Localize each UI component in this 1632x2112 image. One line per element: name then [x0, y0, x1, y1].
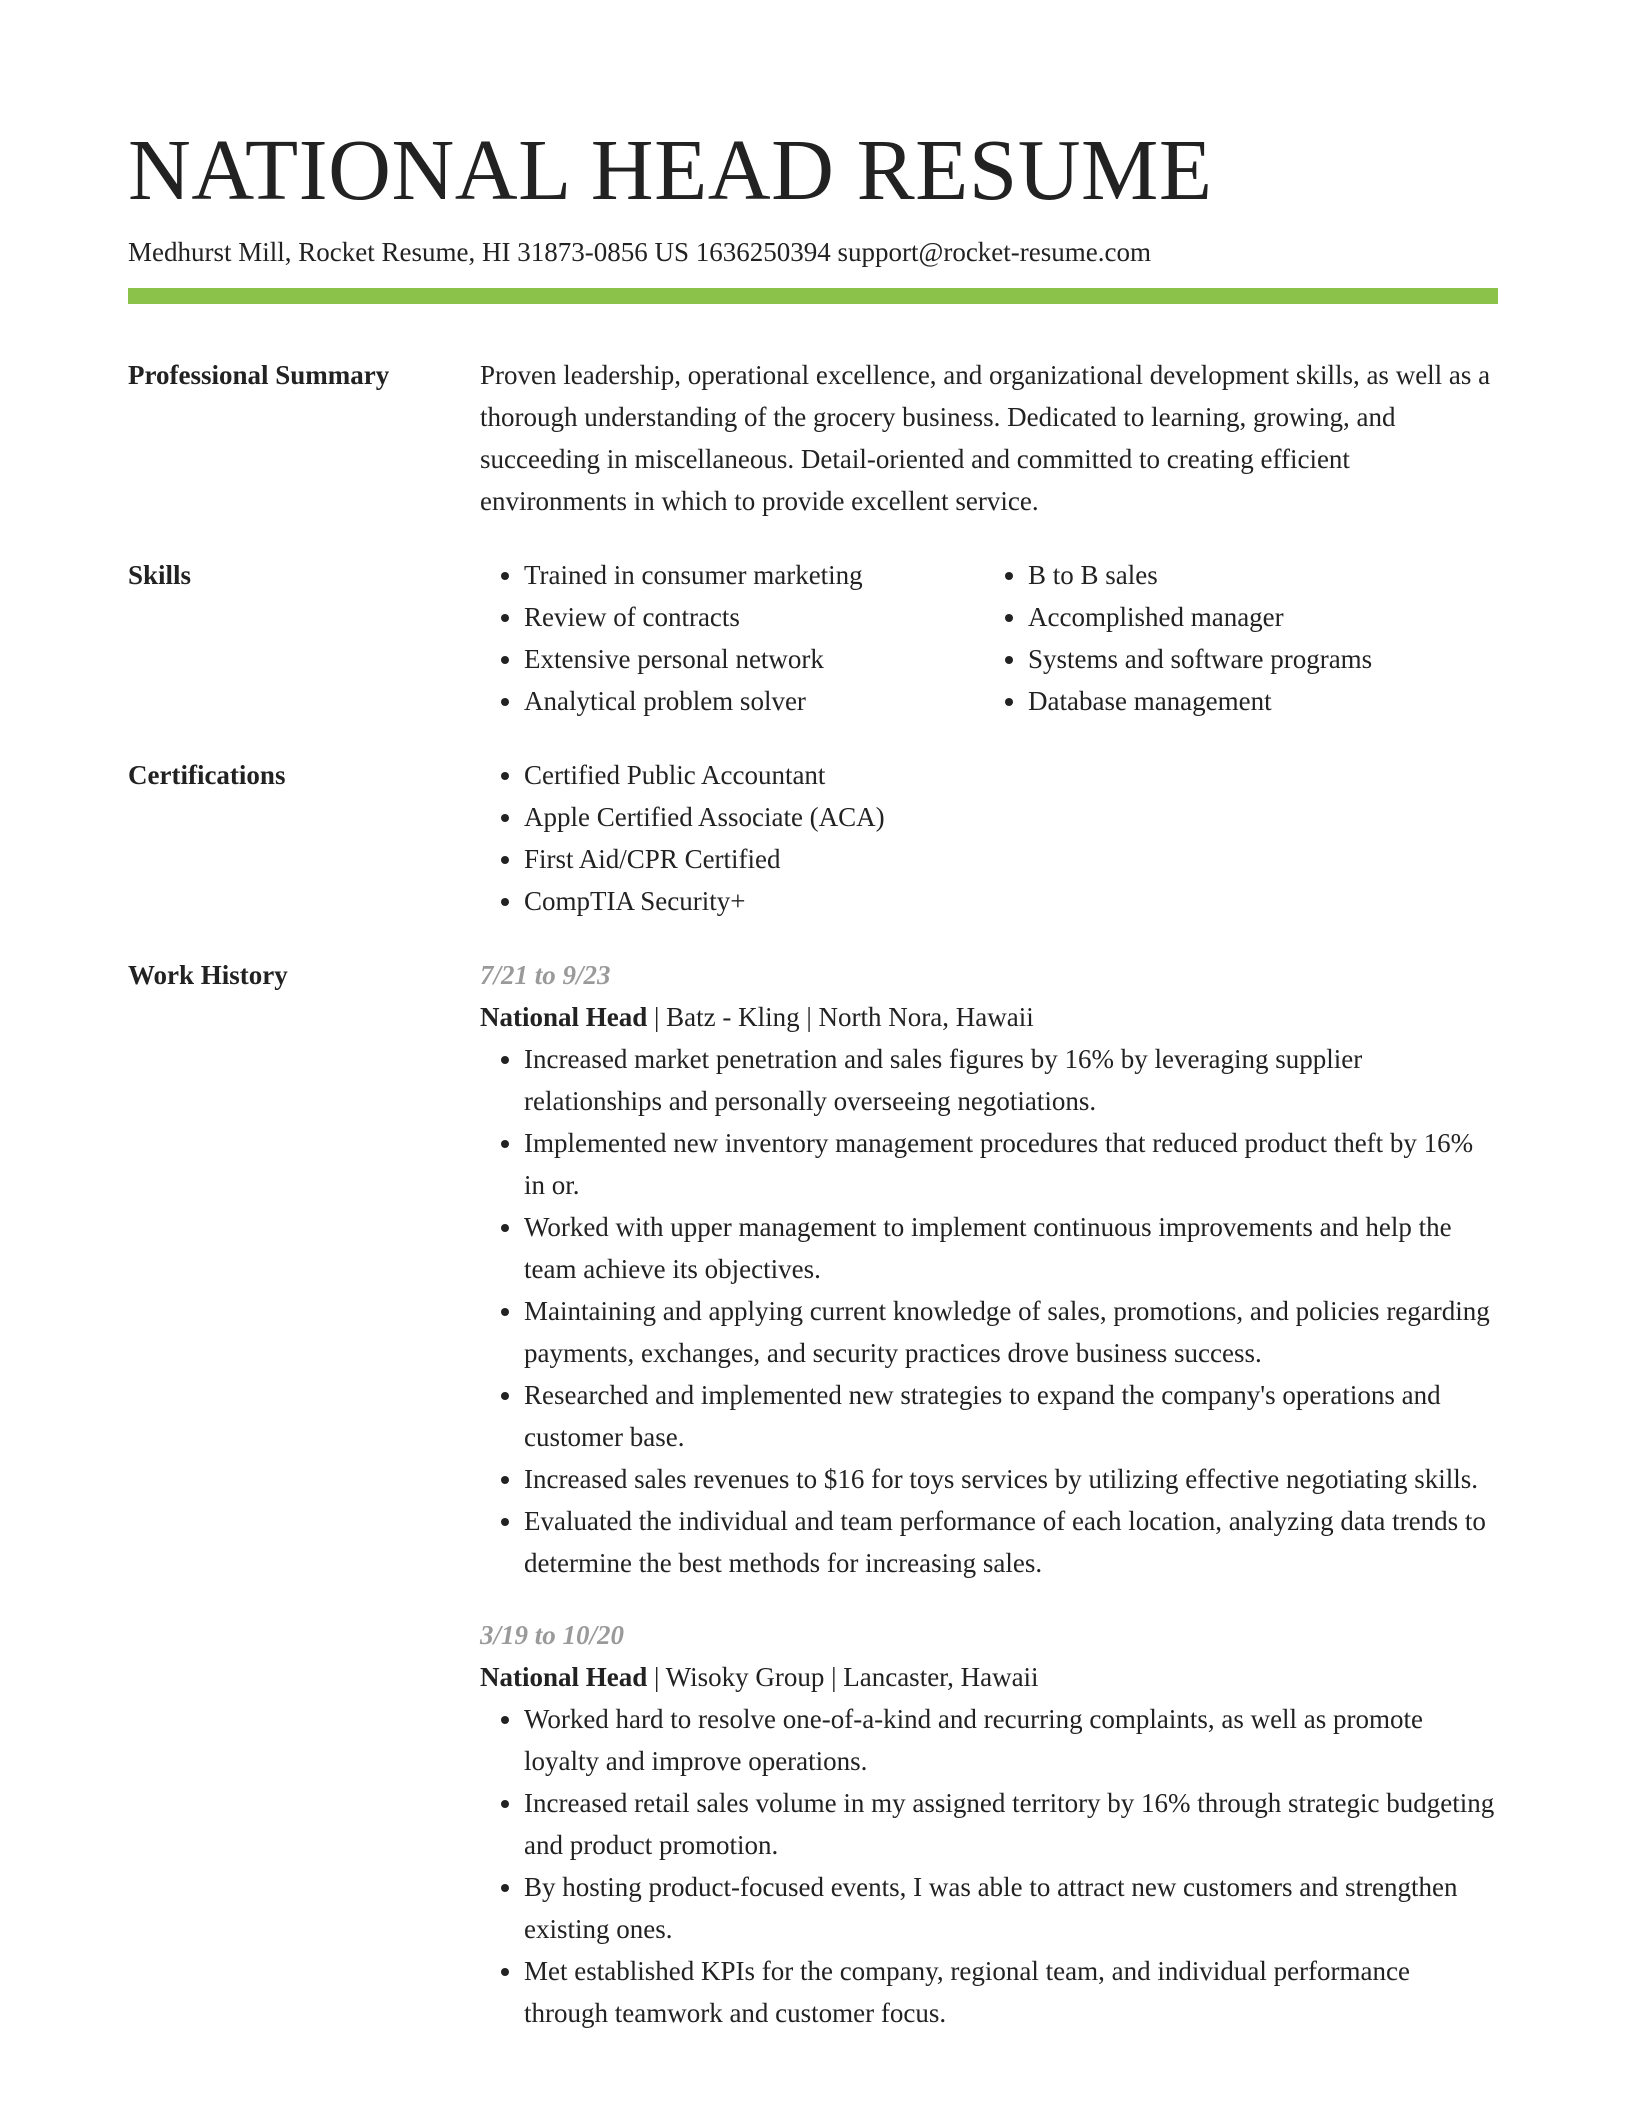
skill-item: • Database management — [1028, 680, 1488, 722]
skill-item: • B to B sales — [1028, 554, 1488, 596]
contact-info: Medhurst Mill, Rocket Resume, HI 31873-0856 US 1636250394 support@rocket-resume.com — [128, 237, 1151, 267]
summary-section — [128, 354, 1498, 522]
job-bullet: • Implemented new inventory management procedures that reduced product theft by 16% in or. — [524, 1122, 1498, 1206]
skill-item: • Review of contracts — [524, 596, 984, 638]
job-bullet: • Maintaining and applying current knowledge of sales, promotions, and policies regarding payments, exchanges, and security practices drove business success. — [524, 1290, 1498, 1374]
job-title: National Head — [480, 1002, 648, 1032]
job-bullet: • Increased sales revenues to $16 for toys services by utilizing effective negotiating skills. — [524, 1458, 1498, 1500]
certifications-list — [480, 754, 1498, 922]
skills-column-2 — [984, 554, 1488, 722]
job-dates: 7/21 to 9/23 — [480, 960, 611, 990]
job-title-line — [480, 1656, 1498, 1698]
job-title: National Head — [480, 1662, 648, 1692]
job-bullet: • Evaluated the individual and team performance of each location, analyzing data trends to determine the best methods for increasing sales. — [524, 1500, 1498, 1584]
certifications-body — [480, 754, 1498, 922]
job-bullets — [480, 1698, 1498, 2034]
summary-label: Professional Summary — [128, 360, 390, 390]
summary-text: Proven leadership, operational excellence, and organizational development skills, as well as a thorough understanding of the grocery business. Dedicated to learning, growing, and succeeding in miscellaneous. Detail-oriented and committed to creating efficient environments in which to provide excellent service. — [480, 360, 1491, 516]
certification-item: • CompTIA Security+ — [524, 880, 1498, 922]
job-bullet: • Met established KPIs for the company, regional team, and individual performance through teamwork and customer focus. — [524, 1950, 1498, 2034]
accent-divider — [128, 288, 1498, 304]
job-bullet: • Increased retail sales volume in my assigned territory by 16% through strategic budgeting and product promotion. — [524, 1782, 1498, 1866]
job-bullets — [480, 1038, 1498, 1584]
skills-body — [480, 554, 1498, 722]
work-history-section — [128, 954, 1498, 2034]
certification-item: • Apple Certified Associate (ACA) — [524, 796, 1498, 838]
job-bullet: • Worked with upper management to implement continuous improvements and help the team achieve its objectives. — [524, 1206, 1498, 1290]
skill-item: • Extensive personal network — [524, 638, 984, 680]
skill-item: • Systems and software programs — [1028, 638, 1488, 680]
certifications-label: Certifications — [128, 760, 286, 790]
job-dates: 3/19 to 10/20 — [480, 1620, 625, 1650]
skills-column-1 — [480, 554, 984, 722]
certification-item: • Certified Public Accountant — [524, 754, 1498, 796]
work-history-label: Work History — [128, 960, 288, 990]
job-company-location: | Batz - Kling | North Nora, Hawaii — [647, 1002, 1034, 1032]
job-title-line — [480, 996, 1498, 1038]
work-history-body — [480, 954, 1498, 2034]
skill-item: • Analytical problem solver — [524, 680, 984, 722]
job-bullet: • Researched and implemented new strategies to expand the company's operations and customer base. — [524, 1374, 1498, 1458]
job-entry — [480, 954, 1498, 1584]
resume-title: NATIONAL HEAD RESUME — [128, 121, 1213, 218]
certifications-section — [128, 754, 1498, 922]
skill-item: • Accomplished manager — [1028, 596, 1488, 638]
job-bullet: • Increased market penetration and sales figures by 16% by leveraging supplier relationships and personally overseeing negotiations. — [524, 1038, 1498, 1122]
job-company-location: | Wisoky Group | Lancaster, Hawaii — [647, 1662, 1039, 1692]
skill-item: • Trained in consumer marketing — [524, 554, 984, 596]
summary-body — [480, 354, 1498, 522]
skills-label: Skills — [128, 560, 192, 590]
certification-item: • First Aid/CPR Certified — [524, 838, 1498, 880]
job-bullet: • By hosting product-focused events, I was able to attract new customers and strengthen existing ones. — [524, 1866, 1498, 1950]
job-bullet: • Worked hard to resolve one-of-a-kind and recurring complaints, as well as promote loyalty and improve operations. — [524, 1698, 1498, 1782]
skills-section — [128, 554, 1498, 722]
job-entry — [480, 1614, 1498, 2034]
